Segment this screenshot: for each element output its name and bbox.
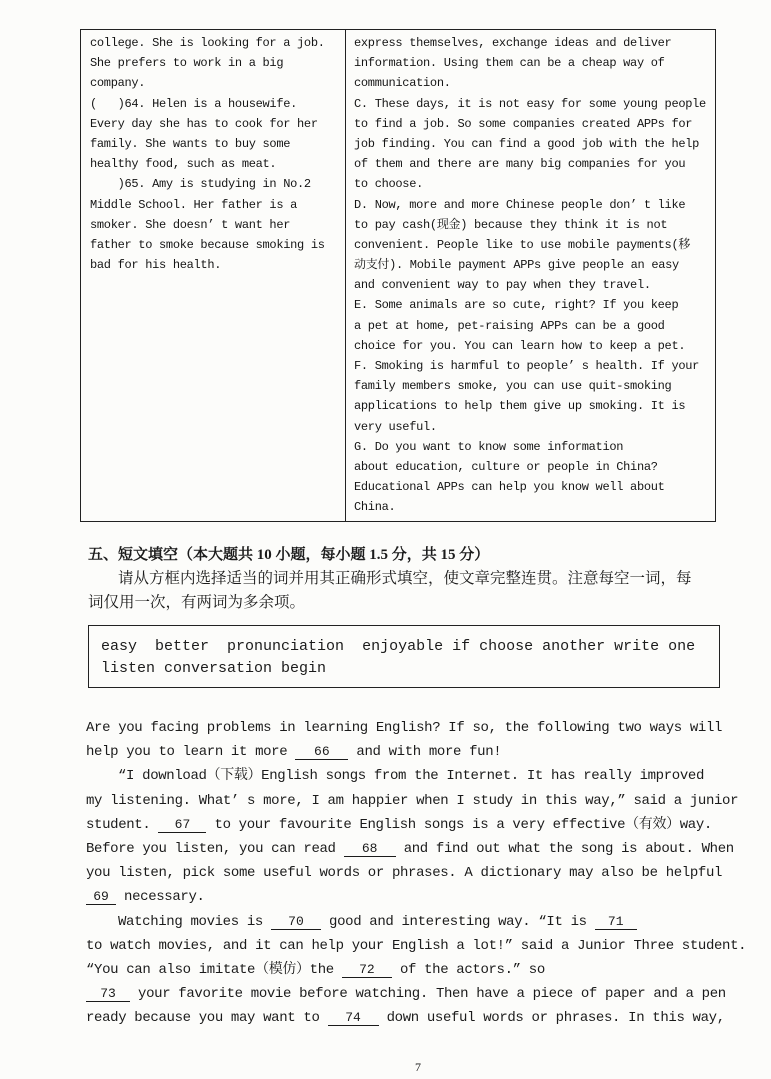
passage-text: Watching movies is [118,913,271,930]
table-right-line: choice for you. You can learn how to keep a pet. [354,338,686,353]
table-right-line: communication. [354,76,451,91]
table-left-line: healthy food, such as meat. [90,157,277,172]
table-right-line: applications to help them give up smoking. It is [354,399,686,414]
table-right-line: express themselves, exchange ideas and deliver [354,36,672,50]
answer-blank-72: 72 [342,962,392,978]
table-right-column [346,30,715,521]
matching-table [80,29,716,522]
cloze-passage [86,716,766,1030]
passage-text: Before you listen, you can read [86,840,344,857]
option-c-line: C. These days, it is not easy for some young people [354,96,706,111]
passage-line [86,910,766,934]
passage-text: good and interesting way. “It is [320,913,595,930]
table-left-line: smoker. She doesn’ t want her [90,217,291,232]
passage-text: Are you facing problems in learning English? If so, the following two ways will [86,720,723,736]
passage-text: to your favourite English songs is a very effective（有效）way. [206,816,712,833]
table-right-line: Educational APPs can help you know well about [354,480,665,495]
answer-blank-66: 66 [295,744,348,760]
word-bank-word: pronunciation [227,638,345,655]
answer-blank-74: 74 [328,1010,379,1026]
passage-line [86,885,766,909]
answer-blank-69: 69 [86,889,116,905]
passage-text: to watch movies, and it can help your English a lot!” said a Junior Three student. [86,937,747,954]
table-right-line: a pet at home, pet-raising APPs can be a good [354,318,665,333]
passage-text: my listening. What’ s more, I am happier when I study in this way,” said a junior [86,792,739,809]
passage-text: student. [86,816,159,833]
instruction-line: 词仅用一次，有两词为多余项。 [88,594,306,611]
table-left-line: family. She wants to buy some [90,136,291,151]
passage-line [86,716,766,740]
passage-text: and with more fun! [348,744,502,761]
word-bank-word: if [452,638,471,655]
word-bank-word: choose [479,638,534,655]
table-right-line: family members smoke, you can use quit-smoking [354,379,672,394]
table-right-line: to choose. [354,177,424,192]
table-left-line: Every day she has to cook for her [90,116,318,131]
word-bank-word: better [155,638,210,655]
table-left-column [81,30,346,521]
answer-blank-70: 70 [271,914,321,930]
passage-text: “I download（下载）English songs from the Internet. It has really improved [118,768,704,785]
page-number: 7 [415,1060,421,1074]
passage-text: “You can also imitate（模仿）the [86,961,342,978]
word-bank-word: easy [101,638,138,655]
word-bank-word: begin [281,660,327,677]
option-e-line: E. Some animals are so cute, right? If you keep [354,298,679,313]
table-left-line: father to smoke because smoking is [90,237,325,252]
table-right-line: China. [354,500,396,515]
word-bank-word: listen [101,660,156,677]
passage-text: down useful words or phrases. In this way, [378,1010,725,1027]
option-f-line: F. Smoking is harmful to people’ s health. If your [354,359,700,373]
table-right-line: job finding. You can find a good job with the help [354,136,700,151]
instruction-line: 请从方框内选择适当的词并用其正确形式填空，使文章完整连贯。注意每空一词，每 [118,570,692,587]
answer-blank-71: 71 [595,914,637,930]
passage-text: and find out what the song is about. When [395,840,734,857]
table-left-line: company. [90,76,146,91]
passage-line [86,837,766,861]
word-bank-line [101,636,707,658]
table-left-line: bad for his health. [90,258,222,273]
table-right-line: and convenient way to pay when they travel. [354,278,651,293]
table-right-line: to find a job. So some companies created APPs for [354,116,693,131]
table-left-line: Middle School. Her father is a [90,197,298,212]
passage-line [86,813,766,837]
passage-line [86,861,766,885]
passage-text: ready because you may want to [86,1010,328,1027]
table-right-line: 动支付). Mobile payment APPs give people an easy [354,258,679,273]
option-g-line: G. Do you want to know some information [354,439,624,454]
passage-text: help you to learn it more [86,744,296,761]
passage-text: of the actors.” so [391,961,545,978]
question-64-line: ( )64. Helen is a housewife. [90,96,298,111]
passage-text: your favorite movie before watching. Then have a piece of paper and a pen [130,986,726,1003]
table-right-line: convenient. People like to use mobile payments(移 [354,237,691,252]
word-bank-word: enjoyable [362,638,444,655]
passage-line [86,982,766,1006]
passage-line [86,789,766,813]
passage-line [86,764,766,788]
word-bank-word: another [542,638,606,655]
table-left-line: She prefers to work in a big [90,56,284,71]
section-heading: 五、短文填空（本大题共 10 小题，每小题 1.5 分，共 15 分） [88,547,490,563]
word-bank-box [88,625,720,688]
table-right-line: information. Using them can be a cheap way of [354,56,665,71]
table-right-line: of them and there are many big companies for you [354,157,686,172]
word-bank-line [101,658,707,680]
passage-line [86,740,766,764]
passage-line [86,1006,766,1030]
word-bank-word: write [614,638,660,655]
question-65-line: )65. Amy is studying in No.2 [90,177,311,192]
word-bank-word: one [668,638,696,655]
passage-line [86,958,766,982]
option-d-line: D. Now, more and more Chinese people don’ t like [354,197,686,212]
passage-line [86,934,766,958]
answer-blank-68: 68 [344,841,396,857]
answer-blank-73: 73 [86,986,130,1002]
word-bank-word: conversation [164,660,273,677]
table-right-line: very useful. [354,419,437,434]
answer-blank-67: 67 [158,817,206,833]
table-right-line: about education, culture or people in China? [354,459,658,474]
table-right-line: to pay cash(现金) because they think it is not [354,217,668,232]
passage-text: you listen, pick some useful words or phrases. A dictionary may also be helpful [86,865,723,882]
table-left-line: college. She is looking for a job. [90,36,325,50]
passage-text: necessary. [116,889,205,906]
